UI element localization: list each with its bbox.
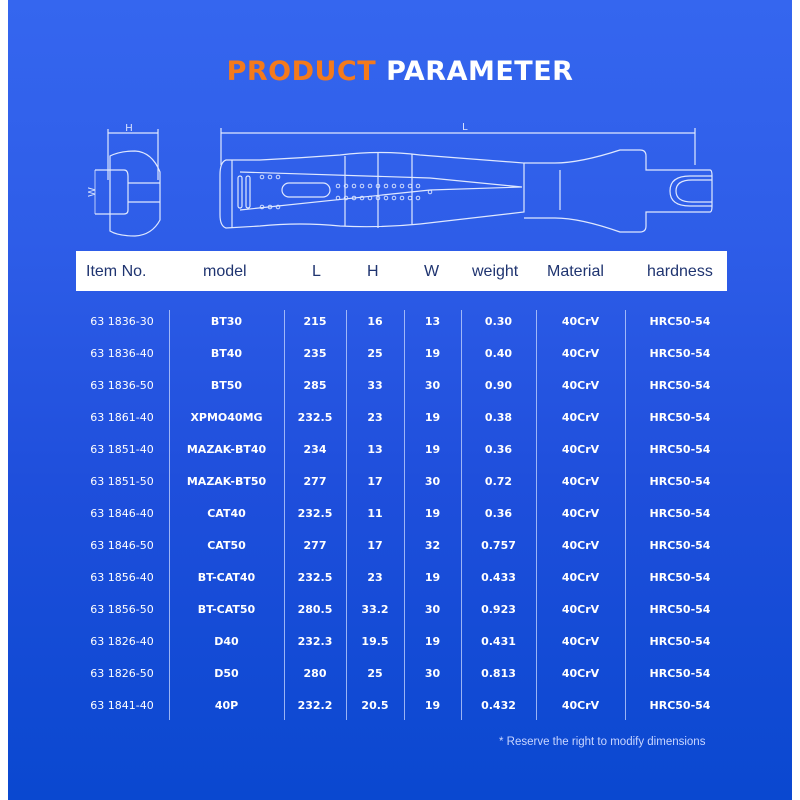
- table-row: [0, 530, 800, 562]
- cell-weight: 0.757: [481, 539, 516, 552]
- cell-model: BT30: [210, 315, 243, 328]
- cell-weight: 0.72: [484, 475, 513, 488]
- cell-hardness: HRC50-54: [649, 507, 711, 520]
- cell-material: 40CrV: [561, 507, 600, 520]
- cell-height: 33.2: [361, 603, 389, 616]
- title-parameter: PARAMETER: [386, 56, 574, 87]
- cell-length: 280: [303, 667, 327, 680]
- header-W: W: [424, 263, 440, 280]
- cell-length: 232.5: [297, 571, 333, 584]
- cell-weight: 0.38: [484, 411, 513, 424]
- cell-item-no: 63 1826-50: [90, 667, 154, 680]
- cell-width: 30: [424, 475, 441, 488]
- cell-material: 40CrV: [561, 667, 600, 680]
- cell-width: 19: [424, 347, 441, 360]
- table-row: [0, 626, 800, 658]
- cell-weight: 0.40: [484, 347, 513, 360]
- cell-length: 285: [303, 379, 327, 392]
- cell-item-no: 63 1856-40: [90, 571, 154, 584]
- cell-width: 19: [424, 635, 441, 648]
- cell-weight: 0.36: [484, 507, 513, 520]
- cell-model: CAT50: [207, 539, 246, 552]
- cell-material: 40CrV: [561, 315, 600, 328]
- cell-hardness: HRC50-54: [649, 443, 711, 456]
- cell-item-no: 63 1826-40: [90, 635, 154, 648]
- dim-H-label: H: [125, 123, 133, 134]
- cell-weight: 0.923: [481, 603, 516, 616]
- cell-item-no: 63 1846-50: [90, 539, 154, 552]
- cell-weight: 0.431: [481, 635, 516, 648]
- cell-model: 40P: [214, 699, 239, 712]
- table-row: [0, 466, 800, 498]
- header-weight: weight: [472, 263, 519, 280]
- table-row: [0, 402, 800, 434]
- cell-height: 19.5: [361, 635, 389, 648]
- cell-hardness: HRC50-54: [649, 603, 711, 616]
- cell-weight: 0.433: [481, 571, 516, 584]
- cell-length: 235: [303, 347, 327, 360]
- cell-model: XPMO40MG: [190, 411, 263, 424]
- cell-model: BT50: [210, 379, 243, 392]
- cell-hardness: HRC50-54: [649, 475, 711, 488]
- cell-material: 40CrV: [561, 635, 600, 648]
- cell-item-no: 63 1836-40: [90, 347, 154, 360]
- cell-hardness: HRC50-54: [649, 539, 711, 552]
- cell-item-no: 63 1836-50: [90, 379, 154, 392]
- cell-material: 40CrV: [561, 571, 600, 584]
- cell-model: D50: [214, 667, 239, 680]
- cell-width: 19: [424, 571, 441, 584]
- cell-model: BT40: [210, 347, 243, 360]
- cell-hardness: HRC50-54: [649, 315, 711, 328]
- cell-model: BT-CAT40: [197, 571, 256, 584]
- front-view-drawing: [220, 128, 712, 232]
- cell-width: 30: [424, 379, 441, 392]
- cell-weight: 0.90: [484, 379, 513, 392]
- cell-model: BT-CAT50: [197, 603, 256, 616]
- table-row: [0, 658, 800, 690]
- cell-hardness: HRC50-54: [649, 667, 711, 680]
- cell-height: 23: [367, 571, 383, 584]
- cell-height: 20.5: [361, 699, 389, 712]
- table-row: [0, 370, 800, 402]
- cell-height: 25: [367, 667, 383, 680]
- cell-model: D40: [214, 635, 239, 648]
- table-header: [76, 251, 727, 291]
- table-row: [0, 338, 800, 370]
- table-row: [0, 594, 800, 626]
- cell-material: 40CrV: [561, 379, 600, 392]
- cell-width: 32: [424, 539, 441, 552]
- cell-length: 232.5: [297, 507, 333, 520]
- cell-height: 13: [367, 443, 383, 456]
- cell-width: 30: [424, 667, 441, 680]
- cell-material: 40CrV: [561, 699, 600, 712]
- cell-hardness: HRC50-54: [649, 635, 711, 648]
- header-material: Material: [547, 263, 604, 280]
- cell-width: 19: [424, 699, 441, 712]
- table-row: [0, 434, 800, 466]
- cell-length: 232.5: [297, 411, 333, 424]
- cell-width: 19: [424, 507, 441, 520]
- header-item-no: Item No.: [86, 263, 147, 280]
- cell-hardness: HRC50-54: [649, 699, 711, 712]
- cell-length: 232.3: [297, 635, 333, 648]
- cell-width: 13: [424, 315, 441, 328]
- table-row: [0, 562, 800, 594]
- cell-material: 40CrV: [561, 539, 600, 552]
- cell-model: MAZAK-BT50: [186, 475, 267, 488]
- table-row: [0, 306, 800, 338]
- cell-height: 33: [367, 379, 383, 392]
- cell-item-no: 63 1851-40: [90, 443, 154, 456]
- cell-height: 25: [367, 347, 383, 360]
- cell-weight: 0.813: [481, 667, 516, 680]
- cell-material: 40CrV: [561, 347, 600, 360]
- dim-L-label: L: [462, 122, 468, 133]
- cell-length: 234: [303, 443, 327, 456]
- cell-material: 40CrV: [561, 475, 600, 488]
- cell-width: 30: [424, 603, 441, 616]
- cell-length: 280.5: [297, 603, 333, 616]
- cell-material: 40CrV: [561, 411, 600, 424]
- cell-width: 19: [424, 411, 441, 424]
- cell-height: 11: [367, 507, 383, 520]
- cell-length: 277: [303, 539, 327, 552]
- cell-item-no: 63 1851-50: [90, 475, 154, 488]
- cell-model: MAZAK-BT40: [186, 443, 267, 456]
- cell-material: 40CrV: [561, 443, 600, 456]
- cell-height: 17: [367, 539, 383, 552]
- cell-item-no: 63 1856-50: [90, 603, 154, 616]
- header-H: H: [367, 263, 379, 280]
- cell-weight: 0.36: [484, 443, 513, 456]
- cell-width: 19: [424, 443, 441, 456]
- cell-height: 17: [367, 475, 383, 488]
- header-L: L: [312, 263, 321, 280]
- cell-hardness: HRC50-54: [649, 571, 711, 584]
- cell-material: 40CrV: [561, 603, 600, 616]
- header-model: model: [203, 263, 247, 280]
- cell-hardness: HRC50-54: [649, 347, 711, 360]
- cell-weight: 0.432: [481, 699, 516, 712]
- title-product: PRODUCT: [226, 56, 377, 87]
- cell-item-no: 63 1861-40: [90, 411, 154, 424]
- cell-item-no: 63 1836-30: [90, 315, 154, 328]
- wrench-technical-drawing: [0, 0, 800, 245]
- side-view-drawing: [95, 129, 160, 236]
- cell-model: CAT40: [207, 507, 246, 520]
- disclaimer-note: * Reserve the right to modify dimensions: [499, 736, 706, 748]
- dim-W-label: W: [87, 187, 98, 197]
- cell-height: 23: [367, 411, 383, 424]
- cell-item-no: 63 1841-40: [90, 699, 154, 712]
- cell-height: 16: [367, 315, 383, 328]
- cell-hardness: HRC50-54: [649, 379, 711, 392]
- cell-length: 232.2: [297, 699, 333, 712]
- cell-hardness: HRC50-54: [649, 411, 711, 424]
- cell-weight: 0.30: [484, 315, 513, 328]
- cell-item-no: 63 1846-40: [90, 507, 154, 520]
- cell-length: 277: [303, 475, 327, 488]
- table-row: [0, 498, 800, 530]
- table-row: [0, 690, 800, 722]
- cell-length: 215: [303, 315, 327, 328]
- header-hardness: hardness: [647, 263, 713, 280]
